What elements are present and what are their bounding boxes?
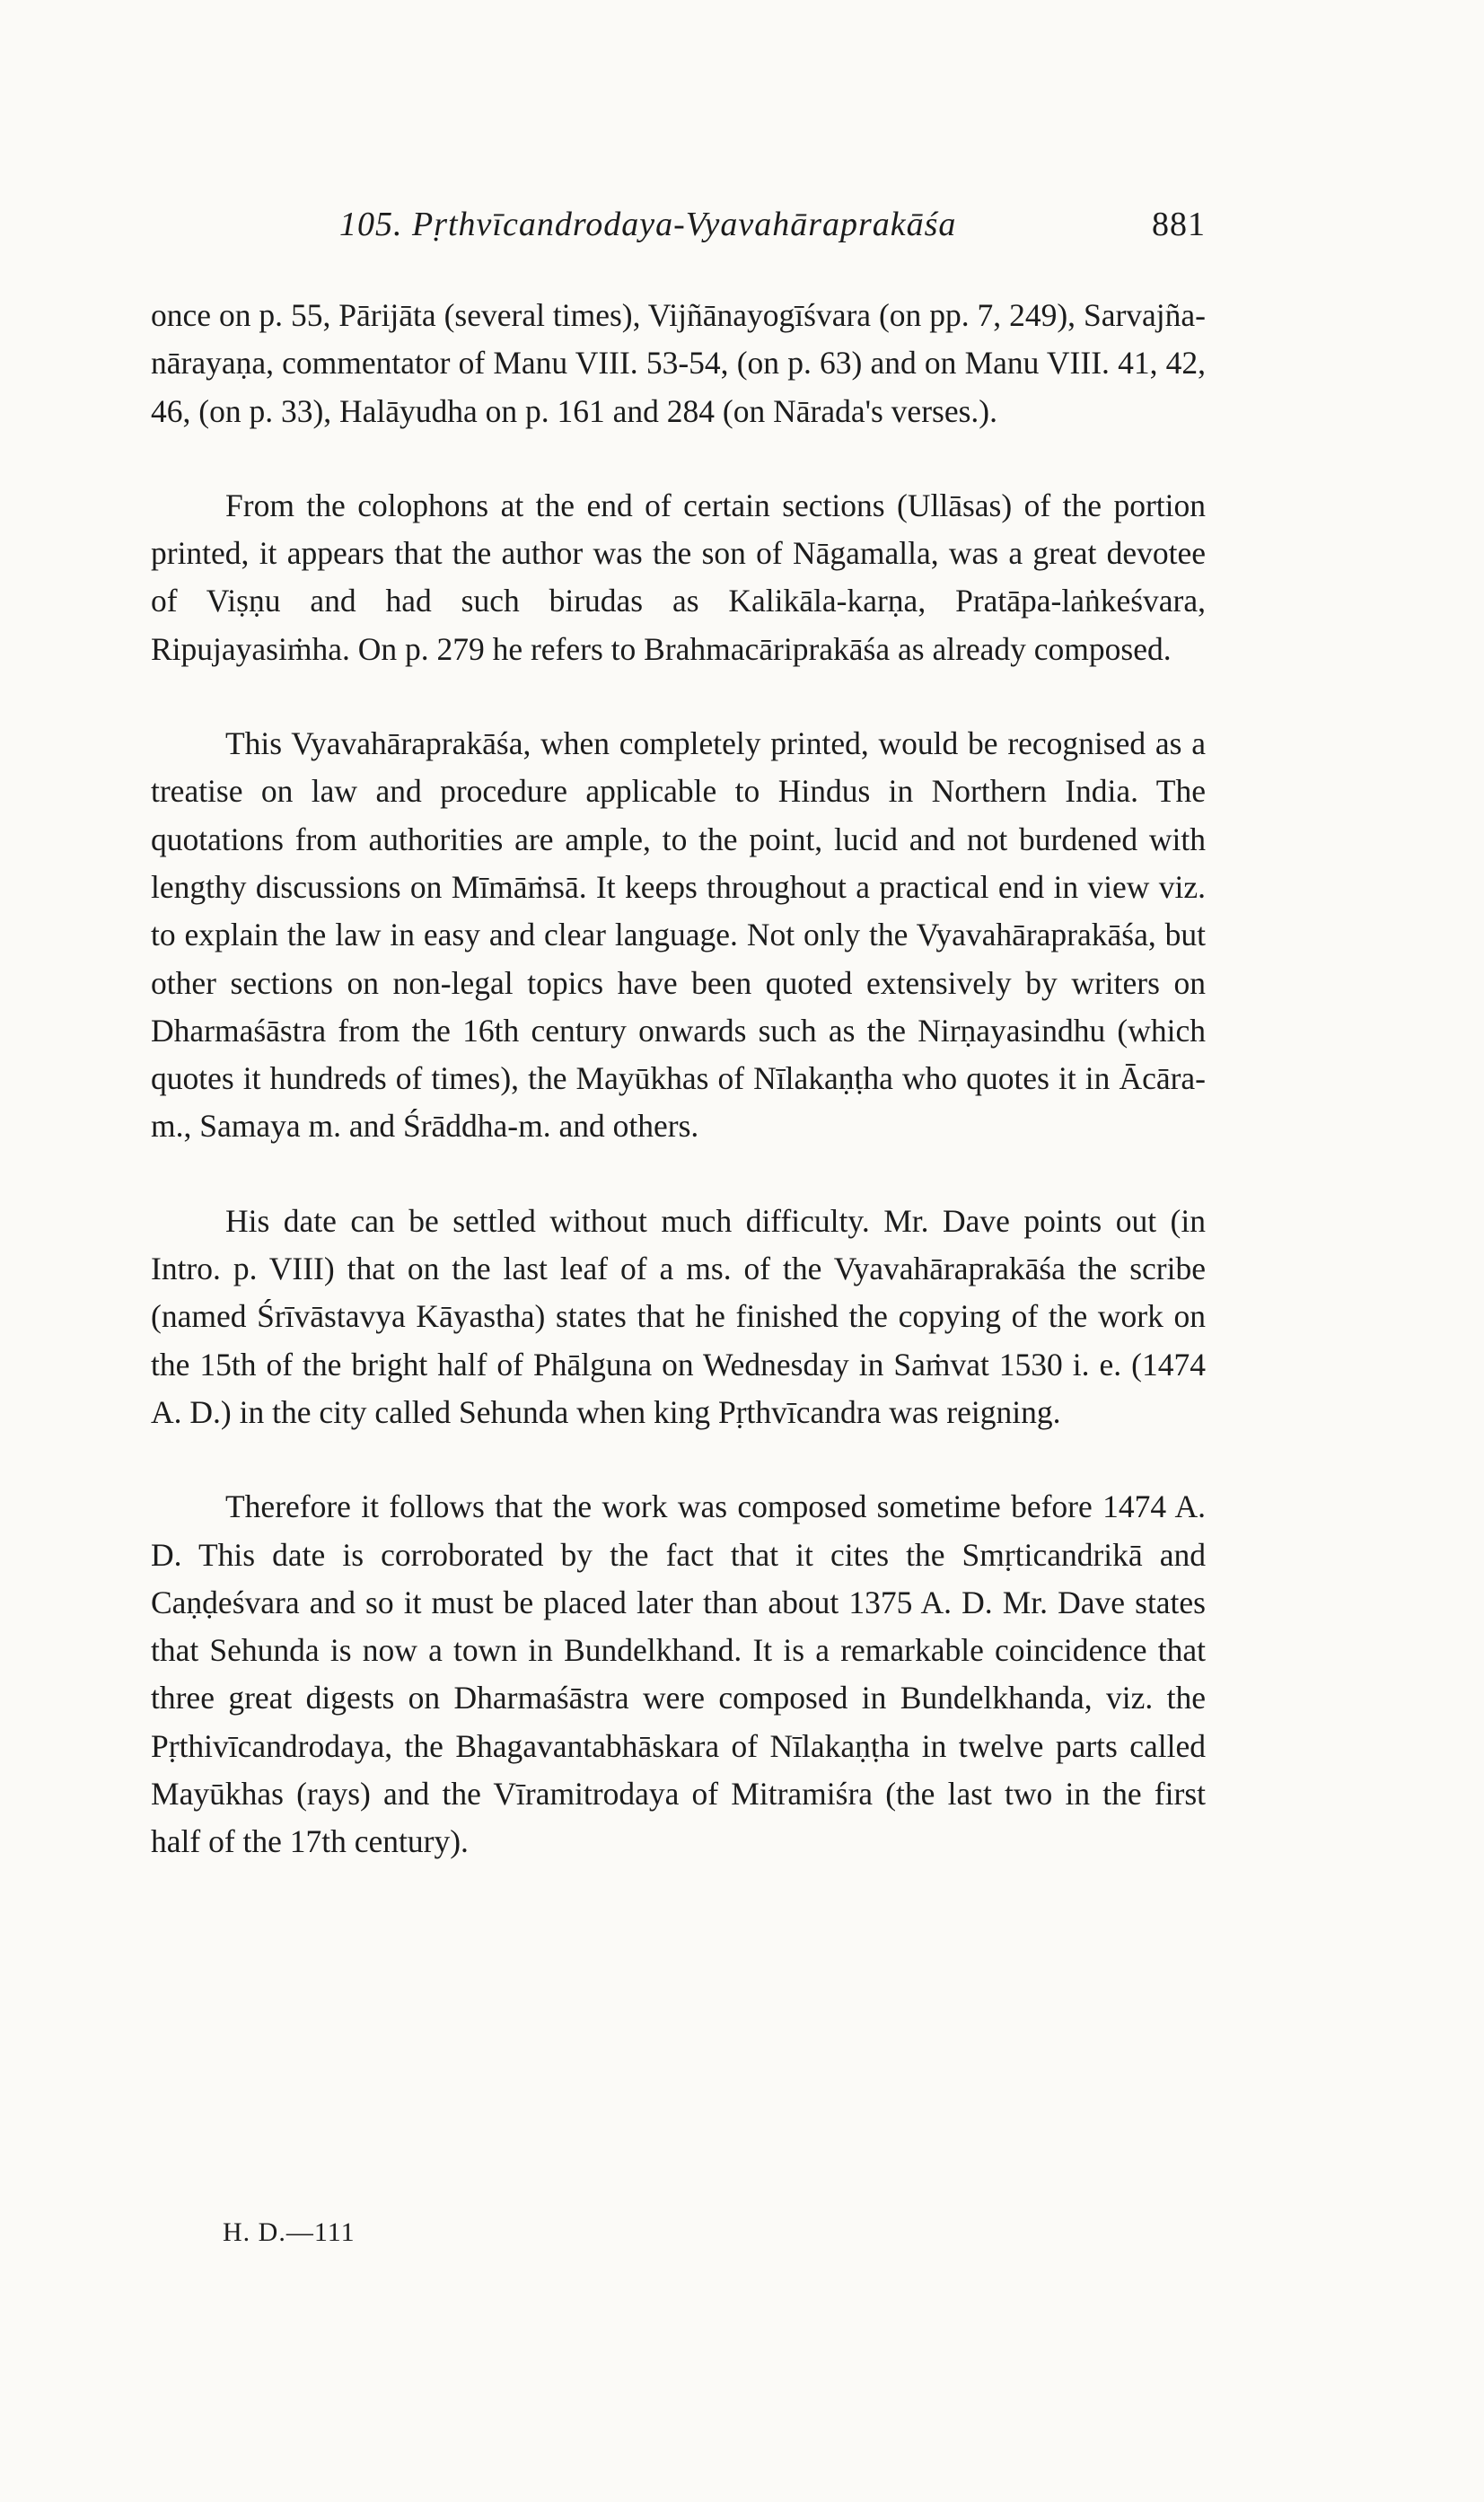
running-header — [151, 205, 1206, 255]
paragraph-treatise: This Vyavahāraprakāśa, when completely printed, would be recognised as a treatise on law and procedure applicable to Hindus in Northern India. The quotations from authorities are ample, to the point, lucid and not burdened with lengthy discussions on Mīmāṁsā. It keeps throughout a practical end in view viz. to explain the law in easy and clear language. Not only the Vyavahāraprakāśa, but other sections on non-legal topics have been quoted extensively by writers on Dharmaśāstra from the 16th century onwards such as the Nirṇayasindhu (which quotes it hundreds of times), the Mayūkhas of Nīlakaṇṭha who quotes it in Ācāra-m., Samaya m. and Śrāddha-m. and others. — [151, 725, 1206, 1145]
paragraph-conclusion: Therefore it follows that the work was composed sometime before 1474 A. D. This date is corroborated by the fact that it cites the Smṛticandrikā and Caṇḍeśvara and so it must be placed later than about 1375 A. D. Mr. Dave states that Sehunda is now a town in Bundelkhand. It is a remarkable coincidence that three great digests on Dharmaśāstra were composed in Bundelkhanda, viz. the Pṛthivīcandrodaya, the Bhagavantabhāskara of Nīlakaṇṭha in twelve parts called Mayūkhas (rays) and the Vīramitrodaya of Mitramiśra (the last two in the first half of the 17th century). — [151, 1488, 1206, 1860]
paragraph-colophons: From the colophons at the end of certain sections (Ullāsas) of the portion printed, it appears that the author was the son of Nāgamalla, was a great devotee of Viṣṇu and had such birudas as Kalikāla-karṇa, Pratāpa-laṅkeśvara, Ripujayasiṁha. On p. 279 he refers to Brahmacāriprakāśa as already composed. — [151, 487, 1206, 667]
signature-mark: H. D.—111 — [223, 2217, 356, 2247]
body-text — [151, 292, 1206, 1866]
running-title: 105. Pṛthvīcandrodaya-Vyavahāraprakāśa — [339, 206, 957, 243]
paragraph-continued: once on p. 55, Pārijāta (several times), Vijñānayogīśvara (on pp. 7, 249), Sarvajña-nārayaṇa, commentator of Manu VIII. 53-54, (on p. 63) and on Manu VIII. 41, 42, 46, (on p. 33), Halāyudha on p. 161 and 284 (on Nārada's verses.). — [151, 297, 1206, 429]
page-number: 881 — [1152, 206, 1206, 243]
paragraph-date: His date can be settled without much difficulty. Mr. Dave points out (in Intro. p. VIII) that on the last leaf of a ms. of the Vyavahāraprakāśa the scribe (named Śrīvāstavya Kāyastha) states that he finished the copying of the work on the 15th of the bright half of Phālguna on Wednesday in Saṁvat 1530 i. e. (1474 A. D.) in the city called Sehunda when king Pṛthvīcandra was reigning. — [151, 1202, 1206, 1430]
